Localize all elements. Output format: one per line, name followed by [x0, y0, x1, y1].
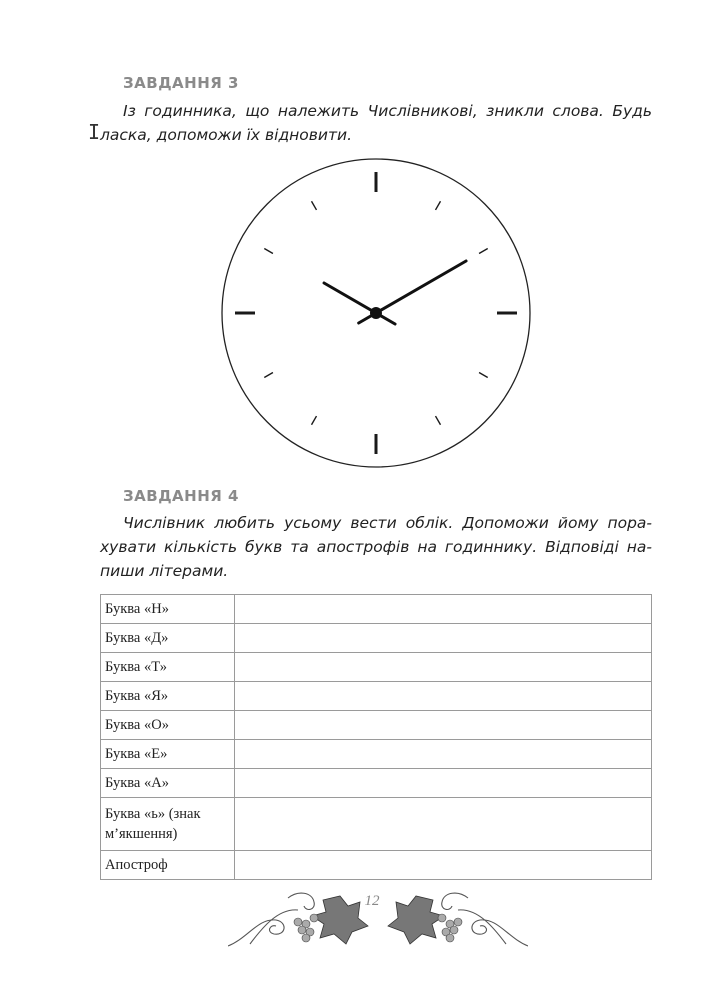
task4-heading: ЗАВДАННЯ 4: [123, 487, 239, 505]
task4-line-1: Числівник любить усьому вести облік. Допоможи йому пора-: [123, 514, 652, 532]
answer-cell[interactable]: [235, 711, 652, 740]
task3-line-2: ласка, допоможи їх відновити.: [100, 126, 353, 144]
row-label: Апостроф: [101, 851, 235, 880]
task4-line-2: хувати кількість букв та апострофів на годиннику. Відповіді на-: [100, 538, 652, 556]
row-label: Буква «Е»: [101, 740, 235, 769]
minute-hand: [324, 283, 395, 324]
page-number: 12: [364, 893, 380, 909]
answer-cell[interactable]: [235, 682, 652, 711]
clock-minor-tick: [479, 373, 488, 378]
row-label: Буква «Д»: [101, 624, 235, 653]
answer-cell[interactable]: [235, 653, 652, 682]
clock-minor-tick: [436, 201, 441, 210]
text-cursor-icon: I: [88, 120, 101, 144]
task4-instructions: [100, 511, 652, 583]
table-row: [101, 653, 652, 682]
table-row: [101, 851, 652, 880]
answer-cell[interactable]: [235, 624, 652, 653]
table-row: [101, 769, 652, 798]
table-row: [101, 595, 652, 624]
answer-cell[interactable]: [235, 740, 652, 769]
answer-cell[interactable]: [235, 769, 652, 798]
clock-center-pin: [370, 307, 382, 319]
task3-heading: ЗАВДАННЯ 3: [123, 74, 239, 92]
answer-cell[interactable]: [235, 851, 652, 880]
task4-line-3: пиши літерами.: [100, 562, 229, 580]
answer-cell[interactable]: [235, 798, 652, 851]
row-label: Буква «Я»: [101, 682, 235, 711]
row-label: Буква «А»: [101, 769, 235, 798]
clock-minor-tick: [436, 416, 441, 425]
row-label: Буква «ь» (знак м’якшення): [101, 798, 235, 851]
task3-instructions: [100, 99, 652, 147]
clock: [220, 158, 532, 470]
table-row: [101, 740, 652, 769]
clock-minor-tick: [264, 373, 273, 378]
answer-cell[interactable]: [235, 595, 652, 624]
row-label: Буква «Н»: [101, 595, 235, 624]
clock-minor-tick: [312, 416, 317, 425]
row-label: Буква «Т»: [101, 653, 235, 682]
row-label: Буква «О»: [101, 711, 235, 740]
clock-minor-tick: [264, 249, 273, 254]
table-row: [101, 624, 652, 653]
task3-line-1: Із годинника, що належить Числівникові, зникли слова. Будь: [123, 102, 652, 120]
letter-count-table: [100, 594, 652, 880]
table-row: [101, 798, 652, 851]
table-row: [101, 682, 652, 711]
clock-minor-tick: [312, 201, 317, 210]
clock-minor-tick: [479, 249, 488, 254]
table-row: [101, 711, 652, 740]
